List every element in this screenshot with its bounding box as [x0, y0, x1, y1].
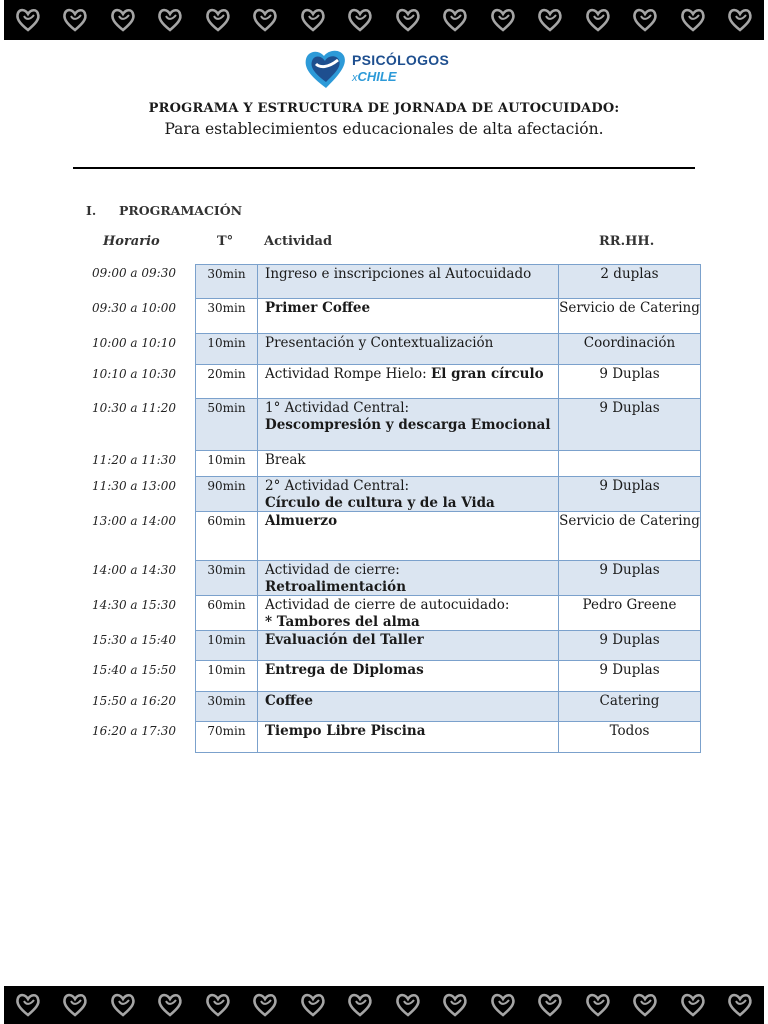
cell-actividad	[257, 722, 559, 753]
cell-rrhh: 9 Duplas	[558, 661, 701, 692]
cell-actividad	[257, 334, 559, 365]
cell-duration: 50min	[195, 399, 257, 451]
cell-actividad	[257, 596, 559, 631]
actividad-text: 1° Actividad Central:	[265, 400, 410, 416]
heart-icon	[205, 992, 231, 1018]
heart-icon	[347, 992, 373, 1018]
heart-icon	[395, 992, 421, 1018]
cell-rrhh: 9 Duplas	[558, 631, 701, 661]
cell-rrhh: Servicio de Catering	[558, 512, 701, 561]
table-row	[0, 477, 768, 512]
heart-icon	[157, 992, 183, 1018]
cell-rrhh: 9 Duplas	[558, 561, 701, 596]
header-rrhh: RR.HH.	[599, 234, 655, 249]
cell-horario: 10:00 a 10:10	[92, 336, 176, 350]
cell-duration: 10min	[195, 631, 257, 661]
cell-actividad	[257, 477, 559, 512]
cell-actividad	[257, 365, 559, 399]
table-row	[0, 722, 768, 753]
heart-icon	[442, 7, 468, 33]
cell-rrhh: 9 Duplas	[558, 399, 701, 451]
cell-actividad	[257, 264, 559, 299]
heart-icon	[490, 7, 516, 33]
cell-actividad	[257, 451, 559, 477]
actividad-bold-text: Descompresión y descarga Emocional	[265, 417, 551, 433]
heart-icon	[62, 992, 88, 1018]
cell-rrhh: Todos	[558, 722, 701, 753]
actividad-bold-text: Círculo de cultura y de la Vida	[265, 495, 495, 511]
cell-duration: 10min	[195, 451, 257, 477]
actividad-text: Actividad de cierre:	[265, 562, 400, 578]
actividad-text: Actividad Rompe Hielo:	[265, 366, 432, 382]
section-heading	[86, 203, 242, 218]
actividad-text: Ingreso e inscripciones al Autocuidado	[265, 266, 532, 282]
cell-actividad	[257, 512, 559, 561]
heart-icon	[537, 7, 563, 33]
cell-duration: 30min	[195, 264, 257, 299]
top-decorative-band	[4, 0, 764, 40]
actividad-bold-text: Entrega de Diplomas	[265, 662, 424, 678]
cell-actividad	[257, 561, 559, 596]
cell-horario: 11:20 a 11:30	[92, 453, 176, 467]
cell-actividad	[257, 631, 559, 661]
cell-rrhh: Pedro Greene	[558, 596, 701, 631]
header-horario: Horario	[103, 234, 160, 249]
cell-rrhh: Catering	[558, 692, 701, 722]
heart-icon	[727, 7, 753, 33]
section-title: PROGRAMACIÓN	[119, 203, 243, 218]
cell-duration: 30min	[195, 299, 257, 334]
table-row	[0, 692, 768, 722]
logo-text-psicologos: PSICÓLOGOS	[352, 51, 450, 68]
section-number: I.	[86, 203, 97, 218]
actividad-text: Break	[265, 452, 306, 468]
table-row	[0, 334, 768, 365]
cell-rrhh: Coordinación	[558, 334, 701, 365]
bottom-decorative-band	[4, 986, 764, 1024]
heart-icon	[15, 992, 41, 1018]
logo-text-chile: xCHILE	[352, 68, 397, 84]
cell-rrhh: 9 Duplas	[558, 477, 701, 512]
cell-duration: 30min	[195, 561, 257, 596]
cell-duration: 60min	[195, 512, 257, 561]
cell-rrhh: 2 duplas	[558, 264, 701, 299]
heart-icon	[632, 7, 658, 33]
cell-duration: 70min	[195, 722, 257, 753]
heart-icon	[632, 992, 658, 1018]
table-row	[0, 299, 768, 334]
table-row	[0, 661, 768, 692]
heart-icon	[395, 7, 421, 33]
heart-icon	[300, 992, 326, 1018]
heart-icon	[252, 7, 278, 33]
cell-horario: 10:10 a 10:30	[92, 367, 176, 381]
cell-rrhh: 9 Duplas	[558, 365, 701, 399]
actividad-text: Presentación y Contextualización	[265, 335, 494, 351]
heart-icon	[680, 7, 706, 33]
actividad-bold-text: Almuerzo	[265, 513, 338, 529]
actividad-bold-text: Retroalimentación	[265, 579, 407, 595]
actividad-bold-text: Evaluación del Taller	[265, 632, 424, 648]
cell-horario: 14:30 a 15:30	[92, 598, 176, 612]
actividad-text: 2° Actividad Central:	[265, 478, 410, 494]
table-row	[0, 631, 768, 661]
cell-horario: 15:30 a 15:40	[92, 633, 176, 647]
table-row	[0, 596, 768, 631]
heart-icon	[680, 992, 706, 1018]
table-row	[0, 451, 768, 477]
cell-horario: 14:00 a 14:30	[92, 563, 176, 577]
cell-duration: 30min	[195, 692, 257, 722]
heart-icon	[347, 7, 373, 33]
psicologos-chile-logo	[302, 44, 449, 92]
heart-icon	[15, 7, 41, 33]
cell-horario: 09:30 a 10:00	[92, 301, 176, 315]
cell-horario: 10:30 a 11:20	[92, 401, 176, 415]
cell-horario: 11:30 a 13:00	[92, 479, 176, 493]
cell-horario: 13:00 a 14:00	[92, 514, 176, 528]
actividad-text: Actividad de cierre de autocuidado:	[265, 597, 510, 613]
heart-icon	[62, 7, 88, 33]
heart-icon	[537, 992, 563, 1018]
cell-duration: 10min	[195, 334, 257, 365]
heart-icon	[585, 7, 611, 33]
cell-actividad	[257, 299, 559, 334]
heart-icon	[490, 992, 516, 1018]
actividad-bold-text: * Tambores del alma	[265, 614, 420, 630]
cell-rrhh	[558, 451, 701, 477]
cell-duration: 90min	[195, 477, 257, 512]
heart-icon	[585, 992, 611, 1018]
cell-duration: 60min	[195, 596, 257, 631]
table-row	[0, 365, 768, 399]
heart-icon	[110, 992, 136, 1018]
heart-icon	[157, 7, 183, 33]
table-row	[0, 512, 768, 561]
cell-actividad	[257, 692, 559, 722]
table-row	[0, 399, 768, 451]
heart-icon	[205, 7, 231, 33]
cell-actividad	[257, 399, 559, 451]
actividad-bold-text: El gran círculo	[431, 366, 544, 382]
actividad-bold-text: Coffee	[265, 693, 314, 709]
cell-rrhh: Servicio de Catering	[558, 299, 701, 334]
heart-logo-icon	[302, 44, 350, 92]
cell-horario: 15:40 a 15:50	[92, 663, 176, 677]
header-actividad: Actividad	[264, 234, 333, 249]
cell-duration: 20min	[195, 365, 257, 399]
title-divider	[73, 167, 695, 169]
heart-icon	[252, 992, 278, 1018]
cell-duration: 10min	[195, 661, 257, 692]
heart-icon	[110, 7, 136, 33]
cell-horario: 09:00 a 09:30	[92, 266, 176, 280]
heart-icon	[442, 992, 468, 1018]
document-subtitle: Para establecimientos educacionales de alta afectación.	[164, 120, 604, 138]
table-row	[0, 264, 768, 299]
actividad-bold-text: Tiempo Libre Piscina	[265, 723, 426, 739]
cell-horario: 15:50 a 16:20	[92, 694, 176, 708]
actividad-bold-text: Primer Coffee	[265, 300, 371, 316]
heart-icon	[300, 7, 326, 33]
heart-icon	[727, 992, 753, 1018]
table-row	[0, 561, 768, 596]
cell-horario: 16:20 a 17:30	[92, 724, 176, 738]
cell-actividad	[257, 661, 559, 692]
header-duration: T°	[217, 234, 234, 249]
document-title: PROGRAMA Y ESTRUCTURA DE JORNADA DE AUTOCUIDADO:	[148, 101, 620, 116]
